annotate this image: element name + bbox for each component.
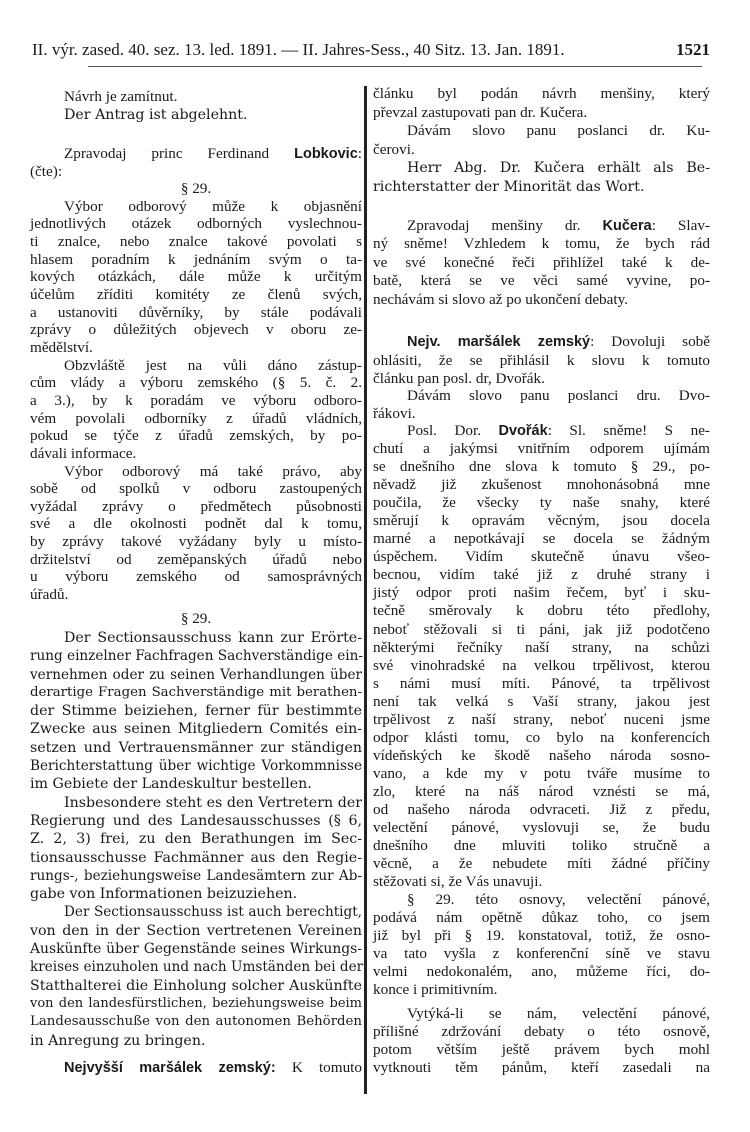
text-line: Dávám slovo panu poslanci dr. Ku- — [407, 122, 710, 140]
left-column-german-section-29 — [30, 629, 362, 1050]
text-line: pokud se týče z úřadů zemských, by po- — [30, 427, 362, 445]
running-title: II. výr. zased. 40. sez. 13. led. 1891. — II. Jahres-Sess., 40 Sitz. 13. Jan. 1891. — [32, 40, 565, 59]
text-line: von den landesfürstlichen, beziehungsweise beim — [30, 995, 362, 1011]
paragraph — [30, 1058, 362, 1078]
text-run: K tomuto — [275, 1059, 362, 1076]
text-line: odpor klásti tomu, co bylo na konferencích — [373, 728, 710, 746]
text-line: úspěchem. Vidím skutečně únavu všeo- — [373, 548, 710, 566]
text-line: článku byl podán návrh menšiny, který — [373, 85, 710, 102]
text-run: Zpravodaj princ Ferdinand — [64, 145, 295, 162]
text-line: Návrh je zamítnut. — [64, 88, 178, 105]
text-line: vernehmen oder zu seinen Verhandlungen über — [30, 666, 362, 683]
text-line: něvadž již zkušenost mnohonásobná mne — [373, 476, 710, 494]
text-line: poučila, že všecky ty naše snahy, které — [373, 494, 710, 512]
speaker-name: Lobkovic — [294, 146, 358, 162]
text-line — [30, 1058, 362, 1078]
text-line: Berichterstattung über wichtige Vorkommnisse — [30, 758, 362, 775]
text-line: není tak velká s Vaší strany, jakou jest — [373, 692, 710, 710]
text-line: ohlásiti, že se přihlásil k slovu k tomuto — [373, 351, 710, 369]
paragraph — [373, 387, 710, 423]
text-line: rungs-, beziehungsweise Landesämtern zur Ab- — [30, 867, 362, 884]
paragraph — [373, 159, 710, 196]
text-line: vídeňských ke škodě našeho národa sosno- — [373, 746, 710, 764]
text-line: rung einzelner Fachfragen Sachverständige ein- — [30, 648, 363, 665]
text-line: jednotlivých otázek odborných vyslechnou- — [30, 215, 362, 233]
speaker-name: Kučera — [602, 218, 652, 234]
text-run: Posl. Dor. — [407, 422, 499, 439]
text-line: řákovi. — [373, 405, 416, 423]
text-line: derartige Fragen Sachverständige mit berathen- — [30, 684, 362, 700]
paragraph — [30, 145, 362, 180]
text-line: s námi musí míti. Pánové, ta trpělivost — [373, 674, 710, 692]
text-line: Der Sectionsausschuss kann zur Erörte- — [64, 630, 362, 646]
right-column-dvorak-speech — [373, 422, 710, 1000]
text-line: in Anregung zu bringen. — [30, 1032, 206, 1049]
text-line: Vytýká-li se nám, velectění pánové, — [407, 1005, 710, 1022]
text-line: již byl při § 19. konstatoval, totiž, že osno- — [373, 927, 710, 945]
text-line: směrují k opravám věcným, jsou docela — [373, 512, 710, 530]
paragraph — [30, 463, 362, 604]
text-line: cům vlády a výboru zemského (§ 5. č. 2. — [30, 374, 362, 392]
text-line: své a dle okolnosti podnět dal k tomu, — [30, 515, 362, 533]
text-line: ný sněme! Vzhledem k tomu, že bych rád — [373, 235, 710, 253]
text-line: jistý odpor proti našim řečem, byť i sku- — [373, 584, 710, 602]
text-line: § 29. této osnovy, velectění pánové, — [407, 891, 710, 909]
right-column-marshal — [373, 333, 710, 423]
text-line: hlasem poradním k jednáním svým o ta- — [30, 250, 362, 268]
paragraph — [373, 333, 710, 387]
paragraph — [30, 106, 362, 125]
text-line: se dnešního dne slova k tomuto § 29., po- — [373, 458, 710, 476]
text-line: konce i primitivním. — [373, 981, 498, 999]
text-line: od našeho národa odvraceti. Již z předu, — [373, 800, 710, 818]
text-line: Výbor odborový má také právo, aby — [64, 462, 362, 480]
text-line: neboť stěžovali si ti páni, jak již podotčeno — [373, 620, 710, 638]
text-line: im Gebiete der Landeskultur bestellen. — [30, 776, 312, 793]
text-line: u výboru zemského od samosprávných — [30, 568, 362, 586]
text-line: ve své konečné řeči přihlížel také k de- — [373, 253, 710, 271]
text-run: : Sl. sněme! S ne- — [547, 422, 710, 439]
paragraph — [30, 198, 362, 357]
text-line: von den in der Section vertretenen Vereinen — [30, 922, 362, 939]
text-line: a ustanoviti důvěrníky, by stále podávali — [30, 303, 362, 321]
text-line: článku pan posl. dr, Dvořák. — [373, 369, 545, 387]
text-line: některými řečníky naší strany, na schůzi — [373, 638, 710, 656]
text-line: § 29. — [180, 610, 212, 627]
text-line: va tato vyšla z konferenční síně ve stavu — [373, 945, 710, 963]
text-line: sobě od spolků v odboru zastoupených — [30, 480, 362, 498]
left-column-vote-result — [30, 87, 362, 125]
text-line: úřadů. — [30, 586, 69, 604]
text-line: a 3.), by k poradám ve výboru odboro- — [30, 391, 362, 409]
text-line: zprávy o důležitých objevech v oboru ze- — [30, 321, 362, 339]
text-run: : Slav- — [651, 217, 710, 234]
text-line — [373, 217, 710, 235]
text-line: becnou, vidím také již z druhé strany i — [373, 566, 710, 584]
text-line: dnešního dne mluviti toliko stručně a — [373, 837, 710, 855]
text-line: mědělství. — [30, 338, 93, 356]
text-run: : — [357, 145, 362, 162]
paragraph — [373, 217, 710, 309]
text-line: Der Sectionsausschuss ist auch berechtigt, — [64, 904, 362, 921]
text-line: nechávám si slovo až po ukončení debaty. — [373, 290, 629, 308]
text-line: účelům zříditi komitéty ze členů svých, — [30, 285, 362, 303]
text-line: Z. 2, 3) frei, zu den Berathungen im Sec- — [30, 831, 362, 848]
text-line: Statthalterei die Einholung solcher Auskünfte — [30, 977, 362, 994]
text-line: své vinohradské na velkou trpělivost, kterou — [373, 656, 710, 674]
text-run: : Dovoluji sobě — [590, 333, 710, 350]
text-line: Auskünfte über Gegenstände seines Wirkungs- — [30, 941, 362, 958]
text-line: velectění pánové, vyslovuji se, že budu — [373, 819, 710, 837]
text-line: věcně, a že nebudete míti žádné příčiny — [373, 855, 710, 873]
text-line: potom větším ještě právem bych mohl — [373, 1041, 710, 1059]
text-line: Regierung und des Landesausschusses (§ 6, — [30, 812, 362, 829]
paragraph — [373, 891, 710, 999]
section-heading — [30, 611, 362, 627]
paragraph — [30, 357, 362, 463]
text-line: ti znalce, nebo znalce takové povolati s — [30, 232, 362, 250]
text-line: převzal zastupovati pan dr. Kučera. — [373, 103, 588, 121]
header-rule — [88, 66, 702, 67]
paragraph — [373, 122, 710, 159]
text-line: velmi nedokonalém, ano, můžeme říci, do- — [373, 963, 710, 981]
text-line: přílišné zdržování debaty o této osnově, — [373, 1023, 710, 1041]
text-line: čerovi. — [373, 140, 415, 158]
text-line: tionsausschusse Fachmänner aus den Regie- — [30, 849, 362, 866]
text-line: Obzvláště jest na vůli dáno zástup- — [64, 356, 362, 374]
text-line: Landesausschuße von den autonomen Behörden — [30, 1014, 362, 1030]
text-line: kových otázkách, dále může k určitým — [30, 268, 362, 286]
text-line: vém povolali odborníky z úřadů vládních, — [30, 409, 362, 427]
text-line — [373, 422, 710, 440]
text-line: chutí a jakýmsi vnitřním odporem ujímám — [373, 440, 710, 458]
left-column-czech-section-29 — [30, 180, 362, 604]
text-line: Výbor odborový může k objasnění — [64, 197, 362, 215]
text-line: batě, která se ve věci samé vyvine, po- — [373, 272, 710, 290]
page-header — [32, 40, 710, 64]
text-line: marné a nepotkávají se docela se žádným — [373, 530, 710, 548]
page-number: 1521 — [676, 40, 710, 59]
speaker-name: Nejv. maršálek zemský — [407, 334, 591, 350]
text-line: (čte): — [30, 163, 63, 180]
left-column-rapporteur — [30, 145, 362, 180]
left-column-marshal — [30, 1058, 362, 1078]
paragraph — [30, 87, 362, 106]
text-line: tečně směrovaly k dobru této předlohy, — [373, 602, 710, 620]
paragraph — [373, 422, 710, 891]
text-line: setzen und Vertrauensmänner zur ständigen — [30, 739, 362, 756]
text-line: richterstatter der Minorität das Wort. — [373, 178, 645, 195]
text-line: Zwecke aus seinen Mitgliedern Comités ein- — [30, 721, 362, 738]
right-column-kucera — [373, 217, 710, 309]
text-line: Der Antrag ist abgelehnt. — [64, 107, 248, 123]
text-line — [373, 333, 710, 352]
text-line: vytknouti těm pánům, kteří zasedali na — [373, 1059, 710, 1077]
text-line — [30, 145, 362, 163]
text-line: dávali informace. — [30, 444, 137, 462]
text-line: der Stimme beiziehen, ferner für bestimmte — [30, 703, 362, 720]
right-column-dvorak-continued — [373, 1005, 710, 1077]
text-line: gabe von Informationen beizuziehen. — [30, 886, 298, 903]
text-line: Dávám slovo panu poslanci dru. Dvo- — [407, 387, 710, 405]
paragraph — [30, 903, 362, 1049]
left-column-german-heading — [30, 611, 362, 627]
text-line: vyžádal zprávy o předmětech působnosti — [30, 497, 362, 515]
text-line: kreises einzuholen und nach Umständen bei der — [30, 959, 364, 976]
text-line: Herr Abg. Dr. Kučera erhält als Be- — [407, 160, 710, 177]
text-line: by zprávy takové vyžádany byly u místo- — [30, 533, 362, 551]
text-line: držitelství od zeměpanských úřadů nebo — [30, 550, 362, 568]
text-line: stěžovati si, že Vás unavuji. — [373, 873, 543, 891]
paragraph — [30, 794, 362, 904]
text-line: vano, a kde my v potu tváře musíme to — [373, 764, 710, 782]
text-run: Zpravodaj menšiny dr. — [407, 217, 603, 234]
text-line: podává nám opětně důkaz toho, co jsem — [373, 909, 710, 927]
text-line: zlo, které na náš národ vznésti se má, — [373, 782, 710, 800]
paragraph — [30, 629, 362, 794]
column-divider — [364, 86, 367, 1094]
text-line: § 29. — [180, 180, 212, 197]
text-line: trpělivost z naší strany, neboť nuceni jsme — [373, 710, 710, 728]
paragraph — [373, 1005, 710, 1077]
paragraph — [373, 85, 710, 122]
text-line: Insbesondere steht es den Vertretern der — [64, 794, 362, 811]
section-heading — [30, 180, 362, 198]
right-column-minority — [373, 85, 710, 197]
speaker-name: Nejvyšší maršálek zemský: — [64, 1060, 276, 1076]
speaker-name: Dvořák — [498, 423, 548, 439]
